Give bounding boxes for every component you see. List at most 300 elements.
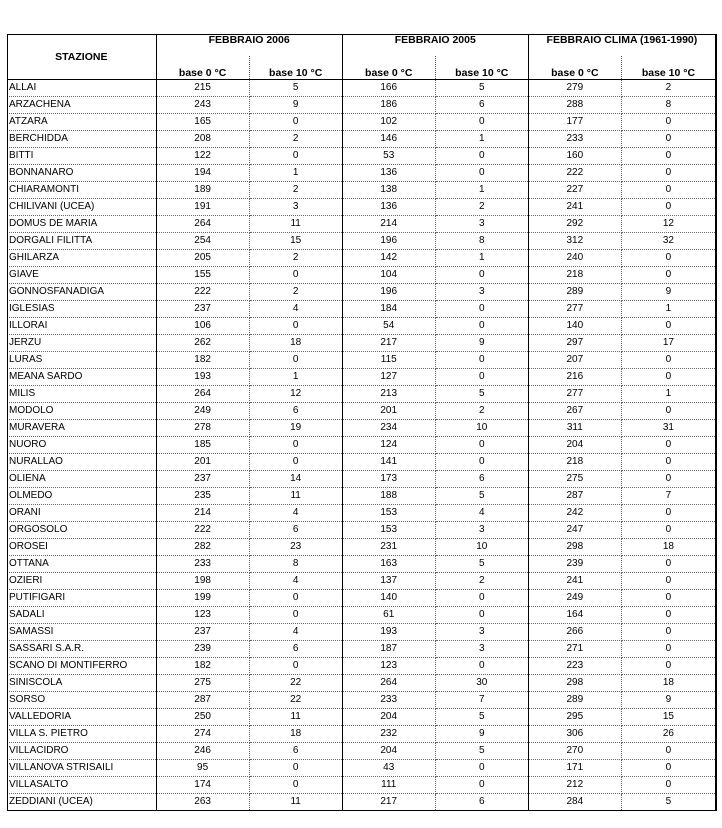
station-name-cell: MILIS — [7, 386, 156, 403]
feb2006-base10-cell: 6 — [249, 743, 342, 760]
station-name-cell: SADALI — [7, 607, 156, 624]
table-row — [7, 420, 716, 437]
feb2006-base10-cell: 8 — [249, 556, 342, 573]
feb2005-base0-cell: 188 — [342, 488, 435, 505]
feb2005-base0-cell: 196 — [342, 233, 435, 250]
climate-base0-cell: 160 — [528, 148, 621, 165]
feb2006-base10-cell: 11 — [249, 488, 342, 505]
feb2005-base0-cell: 217 — [342, 794, 435, 811]
station-name-cell: ATZARA — [7, 114, 156, 131]
table-row — [7, 454, 716, 471]
feb2006-base0-cell: 263 — [156, 794, 249, 811]
feb2006-base10-cell: 18 — [249, 726, 342, 743]
feb2005-base10-cell: 1 — [435, 250, 528, 267]
station-name-cell: GIAVE — [7, 267, 156, 284]
feb2005-base10-cell: 30 — [435, 675, 528, 692]
feb2005-base10-cell: 3 — [435, 641, 528, 658]
feb2006-base0-cell: 233 — [156, 556, 249, 573]
feb2005-base0-cell: 146 — [342, 131, 435, 148]
climate-base10-cell: 1 — [621, 301, 715, 318]
feb2005-base10-cell: 6 — [435, 471, 528, 488]
feb2005-base0-cell: 102 — [342, 114, 435, 131]
feb2006-base10-cell: 0 — [249, 658, 342, 675]
climate-base0-cell: 277 — [528, 301, 621, 318]
feb2006-base0-cell: 214 — [156, 505, 249, 522]
header-row-groups — [7, 34, 716, 56]
feb2005-base0-cell: 138 — [342, 182, 435, 199]
feb2006-base0-cell: 201 — [156, 454, 249, 471]
feb2005-base10-cell: 6 — [435, 97, 528, 114]
feb2006-base10-cell: 0 — [249, 777, 342, 794]
station-name-cell: ORANI — [7, 505, 156, 522]
climate-base0-cell: 289 — [528, 692, 621, 709]
header-group-feb-climate: FEBBRAIO CLIMA (1961-1990) — [528, 34, 715, 56]
feb2006-base0-cell: 165 — [156, 114, 249, 131]
feb2005-base10-cell: 1 — [435, 182, 528, 199]
feb2006-base10-cell: 0 — [249, 437, 342, 454]
feb2005-base0-cell: 214 — [342, 216, 435, 233]
feb2006-base10-cell: 3 — [249, 199, 342, 216]
feb2005-base10-cell: 10 — [435, 539, 528, 556]
feb2006-base0-cell: 191 — [156, 199, 249, 216]
feb2005-base0-cell: 233 — [342, 692, 435, 709]
station-name-cell: GONNOSFANADIGA — [7, 284, 156, 301]
climate-base10-cell: 32 — [621, 233, 715, 250]
table-row — [7, 114, 716, 131]
climate-base10-cell: 5 — [621, 794, 715, 811]
station-name-cell: VALLEDORIA — [7, 709, 156, 726]
feb2005-base0-cell: 124 — [342, 437, 435, 454]
station-name-cell: DOMUS DE MARIA — [7, 216, 156, 233]
feb2005-base0-cell: 264 — [342, 675, 435, 692]
table-row — [7, 471, 716, 488]
climate-base0-cell: 239 — [528, 556, 621, 573]
climate-base10-cell: 0 — [621, 199, 715, 216]
climate-base0-cell: 249 — [528, 590, 621, 607]
climate-base0-cell: 295 — [528, 709, 621, 726]
feb2006-base10-cell: 0 — [249, 148, 342, 165]
table-row — [7, 539, 716, 556]
feb2006-base0-cell: 222 — [156, 284, 249, 301]
table-row — [7, 505, 716, 522]
feb2005-base10-cell: 3 — [435, 284, 528, 301]
climate-base10-cell: 0 — [621, 454, 715, 471]
table-row — [7, 80, 716, 97]
feb2005-base0-cell: 204 — [342, 743, 435, 760]
table-row — [7, 760, 716, 777]
station-name-cell: SAMASSI — [7, 624, 156, 641]
climate-base0-cell: 247 — [528, 522, 621, 539]
feb2006-base10-cell: 2 — [249, 182, 342, 199]
table-row — [7, 386, 716, 403]
feb2005-base0-cell: 186 — [342, 97, 435, 114]
feb2006-base10-cell: 4 — [249, 505, 342, 522]
climate-base0-cell: 223 — [528, 658, 621, 675]
feb2006-base10-cell: 15 — [249, 233, 342, 250]
feb2006-base10-cell: 4 — [249, 624, 342, 641]
climate-base10-cell: 26 — [621, 726, 715, 743]
feb2005-base10-cell: 0 — [435, 607, 528, 624]
feb2006-base10-cell: 19 — [249, 420, 342, 437]
table-row — [7, 692, 716, 709]
feb2006-base0-cell: 275 — [156, 675, 249, 692]
feb2006-base10-cell: 0 — [249, 760, 342, 777]
feb2006-base0-cell: 189 — [156, 182, 249, 199]
feb2006-base0-cell: 185 — [156, 437, 249, 454]
climate-base0-cell: 218 — [528, 454, 621, 471]
climate-base10-cell: 2 — [621, 80, 715, 97]
feb2006-base10-cell: 2 — [249, 250, 342, 267]
climate-base10-cell: 0 — [621, 641, 715, 658]
climate-base0-cell: 292 — [528, 216, 621, 233]
header-group-feb-2005: FEBBRAIO 2005 — [342, 34, 528, 56]
table-row — [7, 607, 716, 624]
climate-base10-cell: 0 — [621, 437, 715, 454]
feb2005-base0-cell: 104 — [342, 267, 435, 284]
table-row — [7, 794, 716, 811]
feb2006-base0-cell: 106 — [156, 318, 249, 335]
feb2005-base0-cell: 137 — [342, 573, 435, 590]
feb2006-base10-cell: 2 — [249, 131, 342, 148]
climate-base0-cell: 171 — [528, 760, 621, 777]
climate-base10-cell: 0 — [621, 267, 715, 284]
feb2005-base0-cell: 193 — [342, 624, 435, 641]
station-name-cell: OROSEI — [7, 539, 156, 556]
feb2005-base0-cell: 234 — [342, 420, 435, 437]
feb2005-base10-cell: 6 — [435, 794, 528, 811]
climate-base10-cell: 0 — [621, 760, 715, 777]
feb2006-base10-cell: 6 — [249, 641, 342, 658]
feb2005-base10-cell: 5 — [435, 488, 528, 505]
feb2006-base0-cell: 95 — [156, 760, 249, 777]
station-name-cell: IGLESIAS — [7, 301, 156, 318]
table-row — [7, 216, 716, 233]
table-row — [7, 165, 716, 182]
climate-base10-cell: 0 — [621, 318, 715, 335]
table-row — [7, 641, 716, 658]
feb2005-base10-cell: 0 — [435, 777, 528, 794]
feb2005-base0-cell: 166 — [342, 80, 435, 97]
climate-base10-cell: 0 — [621, 743, 715, 760]
climate-base0-cell: 298 — [528, 539, 621, 556]
feb2006-base10-cell: 1 — [249, 165, 342, 182]
station-name-cell: MODOLO — [7, 403, 156, 420]
station-name-cell: VILLACIDRO — [7, 743, 156, 760]
climate-base10-cell: 0 — [621, 250, 715, 267]
header-station: STAZIONE — [7, 34, 156, 80]
header-base10: base 10 °C — [435, 56, 528, 80]
feb2005-base0-cell: 140 — [342, 590, 435, 607]
feb2005-base0-cell: 136 — [342, 199, 435, 216]
feb2005-base10-cell: 0 — [435, 352, 528, 369]
table-row — [7, 522, 716, 539]
climate-base0-cell: 207 — [528, 352, 621, 369]
table-row — [7, 488, 716, 505]
station-name-cell: ZEDDIANI (UCEA) — [7, 794, 156, 811]
feb2006-base0-cell: 282 — [156, 539, 249, 556]
feb2005-base10-cell: 0 — [435, 369, 528, 386]
climate-base10-cell: 0 — [621, 369, 715, 386]
feb2006-base0-cell: 123 — [156, 607, 249, 624]
feb2005-base10-cell: 0 — [435, 114, 528, 131]
climate-base0-cell: 240 — [528, 250, 621, 267]
climate-base0-cell: 271 — [528, 641, 621, 658]
table-row — [7, 267, 716, 284]
station-name-cell: ALLAI — [7, 80, 156, 97]
climate-base0-cell: 233 — [528, 131, 621, 148]
station-name-cell: OLIENA — [7, 471, 156, 488]
feb2005-base0-cell: 115 — [342, 352, 435, 369]
feb2005-base0-cell: 231 — [342, 539, 435, 556]
table-row — [7, 777, 716, 794]
feb2005-base10-cell: 3 — [435, 624, 528, 641]
feb2006-base10-cell: 4 — [249, 573, 342, 590]
feb2005-base0-cell: 111 — [342, 777, 435, 794]
climate-base10-cell: 15 — [621, 709, 715, 726]
table-row — [7, 743, 716, 760]
station-name-cell: SASSARI S.A.R. — [7, 641, 156, 658]
station-name-cell: VILLASALTO — [7, 777, 156, 794]
feb2005-base10-cell: 0 — [435, 318, 528, 335]
feb2005-base0-cell: 153 — [342, 505, 435, 522]
climate-base10-cell: 0 — [621, 471, 715, 488]
feb2006-base10-cell: 14 — [249, 471, 342, 488]
feb2006-base0-cell: 246 — [156, 743, 249, 760]
climate-base10-cell: 0 — [621, 131, 715, 148]
feb2005-base0-cell: 187 — [342, 641, 435, 658]
feb2005-base10-cell: 3 — [435, 522, 528, 539]
feb2006-base10-cell: 9 — [249, 97, 342, 114]
table-row — [7, 709, 716, 726]
feb2006-base0-cell: 262 — [156, 335, 249, 352]
climate-base10-cell: 7 — [621, 488, 715, 505]
climate-base0-cell: 212 — [528, 777, 621, 794]
station-name-cell: DORGALI FILITTA — [7, 233, 156, 250]
climate-base10-cell: 1 — [621, 386, 715, 403]
table-row — [7, 301, 716, 318]
feb2005-base10-cell: 0 — [435, 301, 528, 318]
climate-base0-cell: 222 — [528, 165, 621, 182]
feb2006-base10-cell: 23 — [249, 539, 342, 556]
climate-base10-cell: 8 — [621, 97, 715, 114]
climate-base10-cell: 0 — [621, 182, 715, 199]
climate-base10-cell: 18 — [621, 539, 715, 556]
feb2006-base0-cell: 249 — [156, 403, 249, 420]
feb2005-base10-cell: 0 — [435, 165, 528, 182]
feb2006-base0-cell: 250 — [156, 709, 249, 726]
climate-base0-cell: 288 — [528, 97, 621, 114]
feb2006-base0-cell: 278 — [156, 420, 249, 437]
table-row — [7, 437, 716, 454]
table-row — [7, 726, 716, 743]
feb2005-base10-cell: 5 — [435, 556, 528, 573]
feb2005-base0-cell: 123 — [342, 658, 435, 675]
feb2006-base10-cell: 0 — [249, 267, 342, 284]
feb2006-base10-cell: 18 — [249, 335, 342, 352]
feb2006-base10-cell: 12 — [249, 386, 342, 403]
climate-base0-cell: 279 — [528, 80, 621, 97]
station-name-cell: SINISCOLA — [7, 675, 156, 692]
climate-base10-cell: 0 — [621, 573, 715, 590]
climate-base0-cell: 242 — [528, 505, 621, 522]
climate-base10-cell: 0 — [621, 165, 715, 182]
feb2005-base0-cell: 127 — [342, 369, 435, 386]
feb2005-base0-cell: 184 — [342, 301, 435, 318]
feb2006-base10-cell: 11 — [249, 216, 342, 233]
feb2005-base0-cell: 163 — [342, 556, 435, 573]
station-name-cell: CHIARAMONTI — [7, 182, 156, 199]
climate-base0-cell: 266 — [528, 624, 621, 641]
climate-base10-cell: 0 — [621, 658, 715, 675]
table-row — [7, 590, 716, 607]
feb2006-base0-cell: 264 — [156, 386, 249, 403]
feb2006-base0-cell: 122 — [156, 148, 249, 165]
climate-base0-cell: 140 — [528, 318, 621, 335]
table-row — [7, 97, 716, 114]
feb2006-base0-cell: 199 — [156, 590, 249, 607]
feb2006-base0-cell: 239 — [156, 641, 249, 658]
feb2006-base10-cell: 6 — [249, 522, 342, 539]
station-name-cell: ARZACHENA — [7, 97, 156, 114]
feb2005-base0-cell: 153 — [342, 522, 435, 539]
feb2006-base0-cell: 235 — [156, 488, 249, 505]
feb2006-base0-cell: 215 — [156, 80, 249, 97]
feb2005-base10-cell: 0 — [435, 148, 528, 165]
station-name-cell: NUORO — [7, 437, 156, 454]
feb2006-base10-cell: 5 — [249, 80, 342, 97]
climate-base0-cell: 177 — [528, 114, 621, 131]
feb2006-base0-cell: 237 — [156, 301, 249, 318]
station-name-cell: GHILARZA — [7, 250, 156, 267]
feb2005-base10-cell: 9 — [435, 335, 528, 352]
climate-base10-cell: 0 — [621, 352, 715, 369]
climate-base0-cell: 297 — [528, 335, 621, 352]
feb2006-base10-cell: 1 — [249, 369, 342, 386]
feb2005-base10-cell: 1 — [435, 131, 528, 148]
climate-base10-cell: 9 — [621, 284, 715, 301]
station-name-cell: BONNANARO — [7, 165, 156, 182]
feb2006-base10-cell: 22 — [249, 692, 342, 709]
climate-base0-cell: 298 — [528, 675, 621, 692]
feb2005-base10-cell: 0 — [435, 760, 528, 777]
table-body — [7, 80, 716, 811]
feb2005-base10-cell: 8 — [435, 233, 528, 250]
feb2006-base0-cell: 182 — [156, 658, 249, 675]
feb2006-base0-cell: 194 — [156, 165, 249, 182]
station-name-cell: VILLANOVA STRISAILI — [7, 760, 156, 777]
station-name-cell: ORGOSOLO — [7, 522, 156, 539]
feb2005-base0-cell: 173 — [342, 471, 435, 488]
climate-base10-cell: 0 — [621, 114, 715, 131]
climate-base10-cell: 18 — [621, 675, 715, 692]
climate-base0-cell: 312 — [528, 233, 621, 250]
climate-base0-cell: 164 — [528, 607, 621, 624]
feb2005-base0-cell: 136 — [342, 165, 435, 182]
feb2006-base10-cell: 0 — [249, 454, 342, 471]
feb2006-base10-cell: 0 — [249, 114, 342, 131]
station-name-cell: OLMEDO — [7, 488, 156, 505]
table-row — [7, 233, 716, 250]
climate-base10-cell: 31 — [621, 420, 715, 437]
table-row — [7, 624, 716, 641]
feb2006-base10-cell: 6 — [249, 403, 342, 420]
climate-base0-cell: 267 — [528, 403, 621, 420]
station-name-cell: OZIERI — [7, 573, 156, 590]
feb2005-base0-cell: 201 — [342, 403, 435, 420]
station-name-cell: BERCHIDDA — [7, 131, 156, 148]
feb2005-base0-cell: 204 — [342, 709, 435, 726]
table-row — [7, 369, 716, 386]
header-base0: base 0 °C — [342, 56, 435, 80]
feb2006-base10-cell: 0 — [249, 590, 342, 607]
feb2005-base10-cell: 0 — [435, 454, 528, 471]
climate-base0-cell: 306 — [528, 726, 621, 743]
feb2005-base0-cell: 53 — [342, 148, 435, 165]
climate-base0-cell: 275 — [528, 471, 621, 488]
feb2005-base10-cell: 2 — [435, 199, 528, 216]
station-name-cell: OTTANA — [7, 556, 156, 573]
station-name-cell: PUTIFIGARI — [7, 590, 156, 607]
header-base10: base 10 °C — [249, 56, 342, 80]
table-row — [7, 318, 716, 335]
feb2006-base10-cell: 4 — [249, 301, 342, 318]
feb2005-base0-cell: 217 — [342, 335, 435, 352]
station-name-cell: NURALLAO — [7, 454, 156, 471]
climate-base0-cell: 218 — [528, 267, 621, 284]
climate-base0-cell: 216 — [528, 369, 621, 386]
feb2005-base0-cell: 54 — [342, 318, 435, 335]
feb2006-base10-cell: 0 — [249, 318, 342, 335]
climate-base0-cell: 287 — [528, 488, 621, 505]
feb2005-base10-cell: 7 — [435, 692, 528, 709]
station-name-cell: CHILIVANI (UCEA) — [7, 199, 156, 216]
feb2006-base0-cell: 174 — [156, 777, 249, 794]
table-row — [7, 148, 716, 165]
feb2005-base10-cell: 2 — [435, 403, 528, 420]
feb2006-base10-cell: 0 — [249, 352, 342, 369]
feb2005-base0-cell: 232 — [342, 726, 435, 743]
climate-base0-cell: 270 — [528, 743, 621, 760]
station-name-cell: ILLORAI — [7, 318, 156, 335]
feb2005-base10-cell: 0 — [435, 437, 528, 454]
header-group-feb-2006: FEBBRAIO 2006 — [156, 34, 342, 56]
feb2006-base0-cell: 198 — [156, 573, 249, 590]
climate-base0-cell: 241 — [528, 573, 621, 590]
climate-base10-cell: 0 — [621, 624, 715, 641]
table-row — [7, 352, 716, 369]
climate-base0-cell: 227 — [528, 182, 621, 199]
feb2005-base0-cell: 61 — [342, 607, 435, 624]
header-base0: base 0 °C — [528, 56, 621, 80]
degree-days-table — [7, 34, 716, 811]
feb2005-base0-cell: 213 — [342, 386, 435, 403]
feb2005-base0-cell: 141 — [342, 454, 435, 471]
climate-base10-cell: 17 — [621, 335, 715, 352]
climate-base10-cell: 0 — [621, 590, 715, 607]
feb2006-base10-cell: 22 — [249, 675, 342, 692]
climate-base10-cell: 0 — [621, 148, 715, 165]
feb2005-base0-cell: 142 — [342, 250, 435, 267]
table-row — [7, 335, 716, 352]
climate-base10-cell: 12 — [621, 216, 715, 233]
feb2005-base10-cell: 3 — [435, 216, 528, 233]
table-row — [7, 284, 716, 301]
feb2005-base10-cell: 0 — [435, 590, 528, 607]
table-row — [7, 199, 716, 216]
climate-base0-cell: 204 — [528, 437, 621, 454]
feb2006-base0-cell: 237 — [156, 624, 249, 641]
feb2005-base0-cell: 43 — [342, 760, 435, 777]
